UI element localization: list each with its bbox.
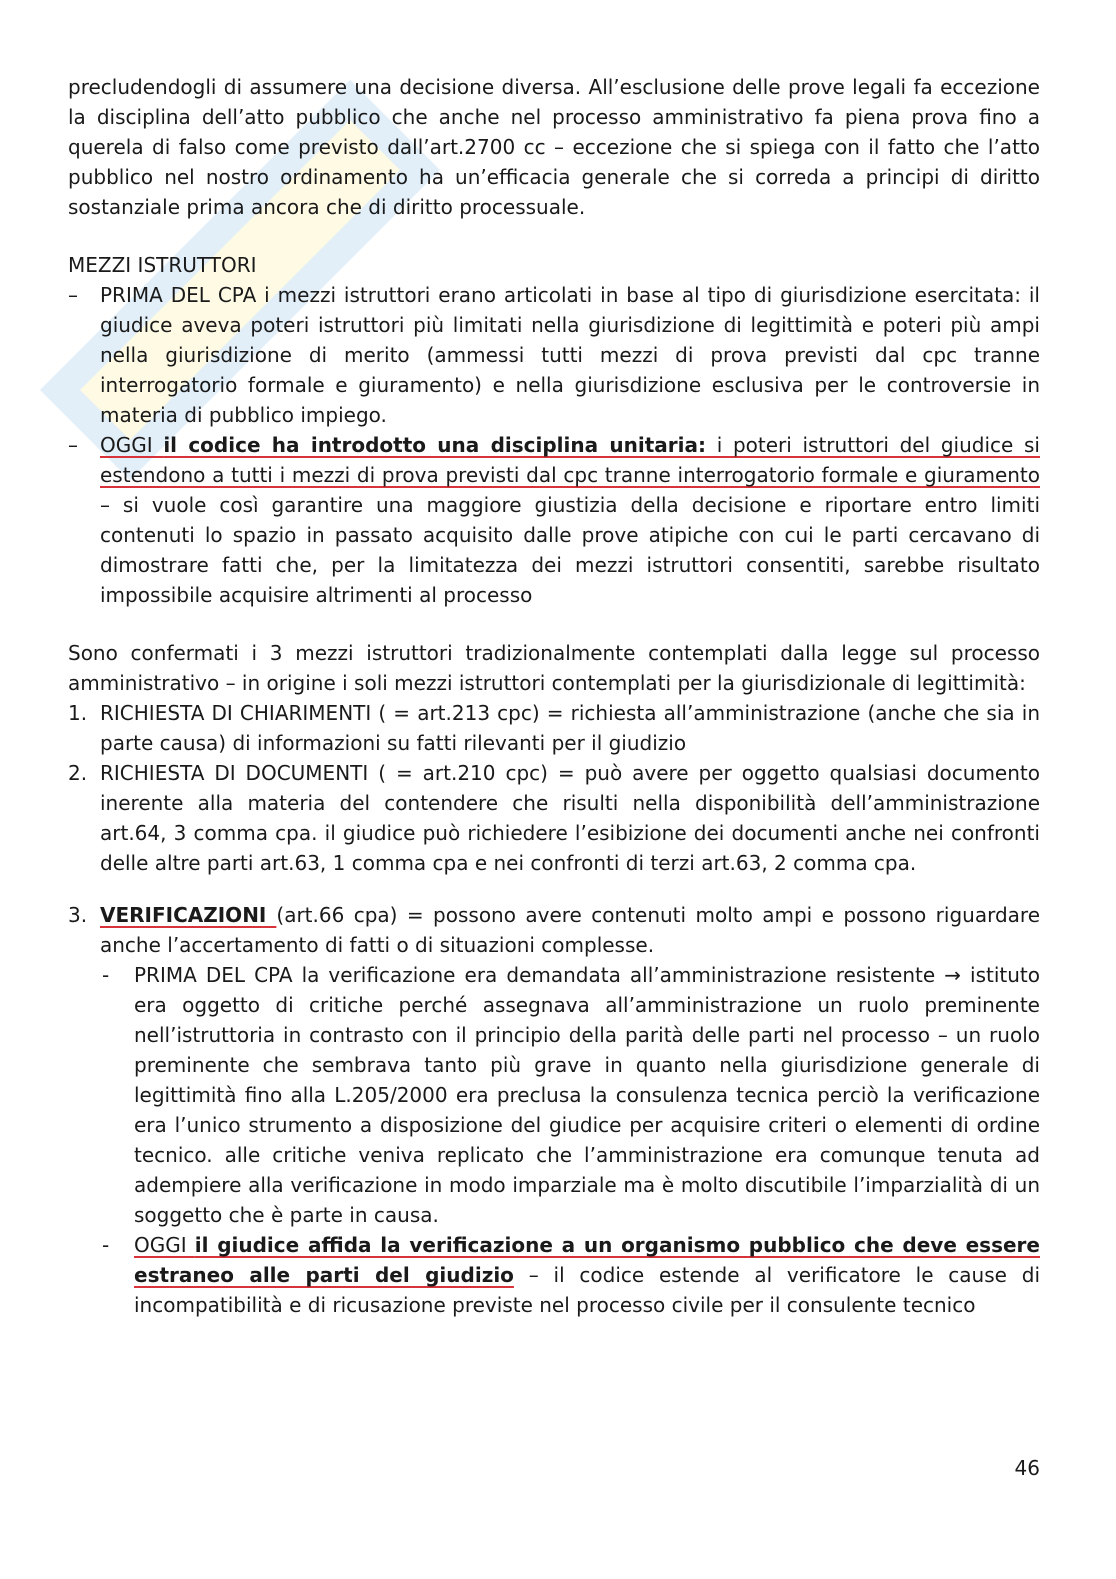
list-item-before-cpa xyxy=(68,280,1040,430)
item-number: 1. xyxy=(68,701,88,725)
sub-today-bold-statement: il giudice affida la verificazione a un organismo pubblico che deve essere estraneo alle parti del giudizio xyxy=(134,1233,1040,1287)
item-number: 3. xyxy=(68,903,88,927)
item-text: (art.66 cpa) = possono avere contenuti molto ampi e possono riguardare anche l’accertamento di fatti o di situazioni complesse. xyxy=(100,903,1040,957)
sub-dash-marker: - xyxy=(102,1233,110,1257)
sub-today-rest-text: – il codice estende al verificatore le cause di incompatibilità e di ricusazione previste nel processo civile per il consulente tecnico xyxy=(134,1263,1040,1317)
today-bold-statement: il codice ha introdotto una disciplina unitaria: xyxy=(163,433,707,457)
intro-paragraph: precludendogli di assumere una decisione diversa. All’esclusione delle prove legali fa eccezione la disciplina dell’atto pubblico che anche nel processo amministrativo fa piena prova fino a querela di falso come previsto dall’art.2700 cc – eccezione che si spiega con il fatto che l’atto pubblico nel nostro ordinamento ha un’efficacia generale che si correda a principi di diritto sostanziale prima ancora che di diritto processuale. xyxy=(68,75,1040,219)
dash-marker: – xyxy=(68,433,78,457)
dash-marker: – xyxy=(68,283,78,307)
sub-dash-marker: - xyxy=(102,963,110,987)
item-number: 2. xyxy=(68,761,88,785)
verificazioni-title: VERIFICAZIONI xyxy=(100,903,277,927)
sub-item-text: PRIMA DEL CPA la verificazione era demandata all’amministrazione resistente → istituto era oggetto di critiche perché assegnava all’amministrazione un ruolo preminente nell’istruttoria in contrasto con il principio della parità delle parti nel processo – un ruolo preminente che sembrava tanto più grave in quanto nella giurisdizione generale di legittimità fino alla L.205/2000 era preclusa la consulenza tecnica perciò la verificazione era l’unico strumento a disposizione del giudice per acquisire criteri o elementi di ordine tecnico. alle critiche veniva replicato che l’amministrazione era comunque tenuta ad adempiere alla verificazione in modo imparziale ma è molto discutibile l’imparzialità di un soggetto che è parte in causa. xyxy=(134,963,1040,1227)
sub-today-label: OGGI xyxy=(134,1233,195,1257)
phase-list xyxy=(68,280,1040,610)
item-text: RICHIESTA DI CHIARIMENTI ( = art.213 cpc) = richiesta all’amministrazione (anche che sia in parte causa) di informazioni su fatti rilevanti per il giudizio xyxy=(100,701,1040,755)
verificazioni-sub-list xyxy=(100,960,1040,1320)
sub-item-before-cpa xyxy=(100,960,1040,1230)
confirm-paragraph: Sono confermati i 3 mezzi istruttori tradizionalmente contemplati dalla legge sul processo amministrativo – in origine i soli mezzi istruttori contemplati per la giurisdizionale di legittimità: xyxy=(68,641,1040,695)
numbered-list-continued xyxy=(68,900,1040,1320)
numbered-list xyxy=(68,698,1040,878)
numbered-item-documenti xyxy=(68,758,1040,878)
document-page xyxy=(68,72,1040,1320)
section-heading: MEZZI ISTRUTTORI xyxy=(68,253,257,277)
today-label: OGGI xyxy=(100,433,164,457)
numbered-item-chiarimenti xyxy=(68,698,1040,758)
page-number: 46 xyxy=(1014,1456,1040,1480)
before-cpa-text: PRIMA DEL CPA i mezzi istruttori erano articolati in base al tipo di giurisdizione esercitata: il giudice aveva poteri istruttori più limitati nella giurisdizione di legittimità e poteri più ampi nella giurisdizione di merito (ammessi tutti mezzi di prova previsti dal cpc tranne interrogatorio formale e giuramento) e nella giurisdizione esclusiva per le controversie in materia di pubblico impiego. xyxy=(100,283,1040,427)
today-underlined-text: i poteri istruttori del giudice si estendono a tutti i mezzi di prova previsti dal cpc tranne interrogatorio formale e giuramento xyxy=(100,433,1040,487)
list-item-today xyxy=(68,430,1040,610)
today-rest-text: – si vuole così garantire una maggiore giustizia della decisione e riportare entro limiti contenuti lo spazio in passato acquisito dalle prove atipiche con cui le parti cercavano di dimostrare fatti che, per la limitatezza dei mezzi istruttori consentiti, sarebbe risultato impossibile acquisire altrimenti al processo xyxy=(100,493,1040,607)
item-text: RICHIESTA DI DOCUMENTI ( = art.210 cpc) = può avere per oggetto qualsiasi documento inerente alla materia del contendere che risulti nella disponibilità dell’amministrazione art.64, 3 comma cpa. il giudice può richiedere l’esibizione dei documenti anche nei confronti delle altre parti art.63, 1 comma cpa e nei confronti di terzi art.63, 2 comma cpa. xyxy=(100,761,1040,875)
sub-item-today xyxy=(100,1230,1040,1320)
numbered-item-verificazioni xyxy=(68,900,1040,1320)
